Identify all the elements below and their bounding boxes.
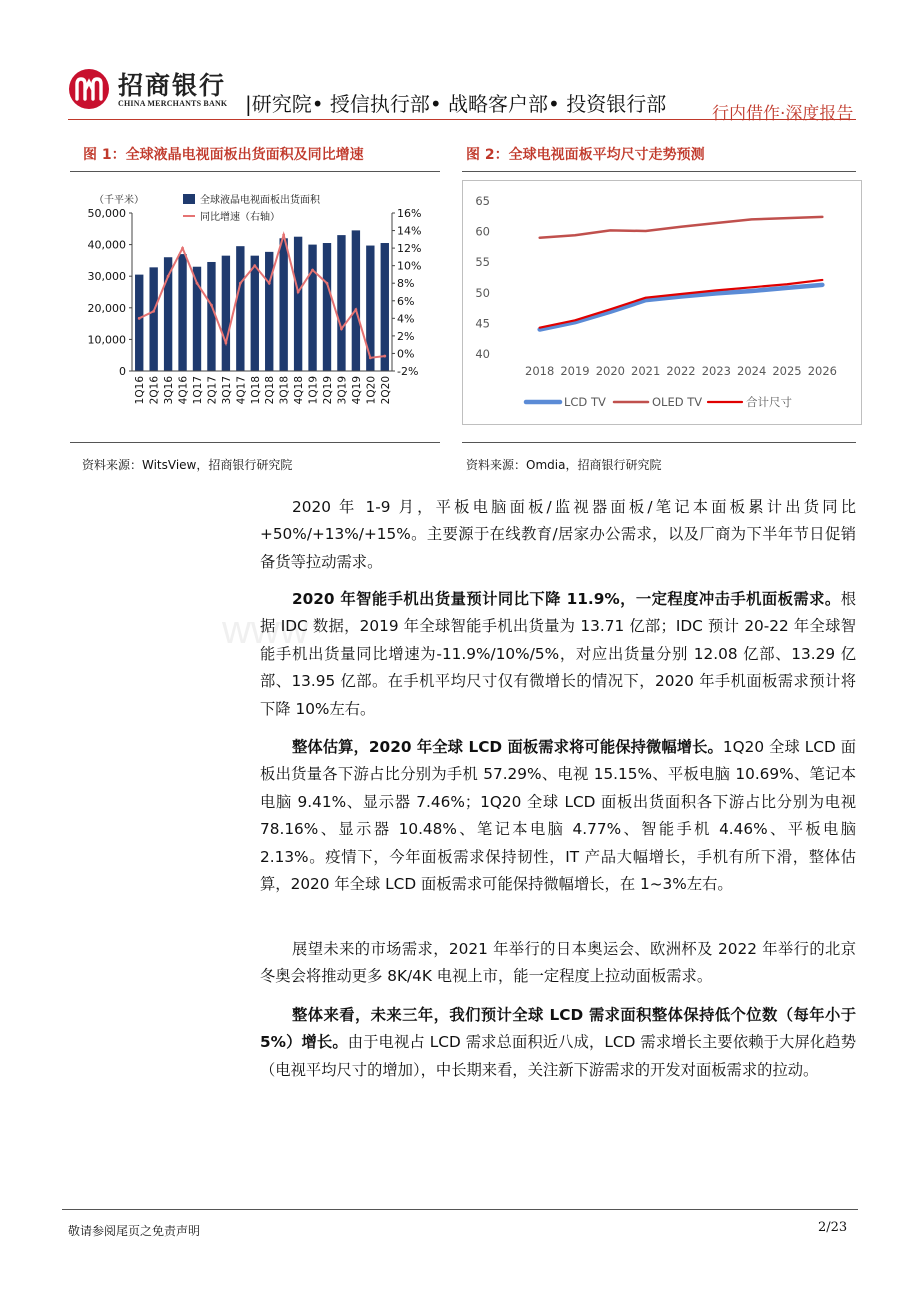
chart1-x-tick-label: 4Q16	[177, 376, 190, 405]
chart1-growth-point	[253, 264, 256, 267]
chart1-bar	[279, 238, 287, 371]
chart1-growth-point	[354, 308, 357, 311]
chart2-legend-label: OLED TV	[652, 395, 703, 409]
chart2-x-tick-label: 2019	[560, 364, 590, 378]
chart1-bar	[265, 252, 273, 371]
chart2-x-tick-label: 2021	[631, 364, 661, 378]
chart1-left-tick-label: 10,000	[87, 333, 126, 347]
footer-divider	[62, 1209, 858, 1210]
chart2-y-tick-label: 60	[475, 224, 490, 239]
chart2-x-tick-label: 2022	[666, 364, 696, 378]
chart1-growth-point	[297, 291, 300, 294]
chart1-growth-point	[181, 247, 184, 250]
paragraph	[260, 494, 856, 576]
chart2-legend-label: 合计尺寸	[746, 395, 792, 409]
chart1-x-tick-label: 2Q18	[264, 376, 277, 405]
chart1-bar	[381, 243, 389, 371]
chart1-bar	[352, 230, 360, 371]
chart2-legend-label: LCD TV	[564, 395, 606, 409]
chart2-y-tick-label: 45	[475, 316, 490, 331]
bank-name-cn: 招商银行	[118, 71, 227, 100]
chart1-x-tick-label: 1Q19	[307, 376, 320, 405]
chart1-growth-line	[139, 235, 385, 358]
chart1-bar	[135, 275, 143, 371]
chart1-x-tick-label: 1Q17	[192, 376, 204, 405]
chart1-bar	[308, 245, 316, 371]
chart1-growth-point	[239, 282, 242, 285]
paragraph-lead: 整体来看，未来三年，我们预计全球 LCD 需求面积整体保持低个位数（每年小于 5%）增长。	[260, 1006, 856, 1052]
chart1-growth-point	[210, 304, 213, 307]
figure1-source: 资料来源：WitsView，招商银行研究院	[82, 458, 293, 472]
chart1-growth-point	[282, 234, 285, 237]
chart1-growth-point	[196, 282, 199, 285]
chart1-right-tick-label: -2%	[397, 365, 419, 378]
chart1-bar	[207, 262, 215, 371]
chart1-right-tick-label: 12%	[397, 242, 422, 256]
paragraph	[260, 734, 856, 898]
figure2-top-rule	[462, 171, 856, 172]
chart2-x-tick-label: 2025	[772, 364, 802, 378]
chart1-left-tick-label: 50,000	[87, 207, 126, 220]
chart1-legend-line-label: 同比增速（右轴）	[200, 212, 280, 223]
chart1-bar	[149, 267, 157, 371]
chart1-x-tick-label: 1Q16	[134, 376, 147, 405]
paragraph-text: 展望未来的市场需求，2021 年举行的日本奥运会、欧洲杯及 2022 年举行的北京冬奥会将推动更多 8K/4K 电视上市，能一定程度上拉动面板需求。	[260, 940, 856, 986]
chart1-growth-point	[152, 310, 155, 313]
figure1-bottom-rule	[70, 442, 440, 443]
chart1-growth-point	[311, 269, 314, 272]
chart1-right-tick-label: 10%	[397, 259, 422, 273]
chart1-x-tick-label: 4Q19	[350, 376, 363, 405]
chart1-right-tick-label: 0%	[397, 347, 415, 361]
chart1-x-tick-label: 4Q17	[235, 376, 248, 405]
paragraph	[260, 586, 856, 723]
chart2-y-tick-label: 50	[475, 285, 490, 300]
figure2-title: 图 2：全球电视面板平均尺寸走势预测	[466, 147, 705, 163]
chart1-right-tick-label: 6%	[397, 294, 415, 308]
chart1-growth-point	[340, 327, 343, 330]
paragraph-text: 根据 IDC 数据，2019 年全球智能手机出货量为 13.71 亿部；IDC 预计 20-22 年全球智能手机出货量同比增速为-11.9%/10%/5%，对应出货量分别 12.08 亿部、13.29 亿部、13.95 亿部。在手机平均尺寸仅有微增长的情况下，2020 年手机面板需求预计将下降 10%左右。	[260, 590, 856, 718]
chart1-unit-label: （千平米）	[94, 195, 144, 206]
chart1-bar	[366, 246, 374, 371]
department-list: |研究院• 授信执行部• 战略客户部• 投资银行部	[245, 92, 667, 116]
chart2-y-tick-label: 65	[475, 194, 490, 208]
figure2-bottom-rule	[462, 442, 856, 443]
chart2-x-tick-label: 2018	[525, 364, 555, 378]
chart1-legend-bar-label: 全球液晶电视面板出货面积	[200, 195, 320, 206]
chart-shipment-area	[70, 176, 440, 438]
chart1-left-tick-label: 30,000	[87, 270, 126, 284]
chart1-bar	[337, 235, 345, 371]
chart1-growth-point	[383, 355, 386, 358]
chart1-x-tick-label: 1Q20	[365, 376, 378, 405]
bank-name-en: CHINA MERCHANTS BANK	[118, 99, 228, 108]
chart1-x-tick-label: 1Q18	[249, 376, 262, 405]
chart1-bar	[222, 256, 230, 371]
watermark: www	[222, 608, 309, 652]
chart2-y-tick-label: 55	[475, 255, 490, 270]
report-type: 行内借作·深度报告	[712, 104, 854, 124]
paragraph-text: 2020 年 1-9 月，平板电脑面板/监视器面板/笔记本面板累计出货同比+50%/+13%/+15%。主要源于在线教育/居家办公需求，以及厂商为下半年节日促销备货等拉动需求。	[260, 498, 856, 571]
paragraph	[260, 936, 856, 991]
paragraph-lead: 2020 年智能手机出货量预计同比下降 11.9%，一定程度冲击手机面板需求。	[292, 590, 841, 608]
chart1-left-tick-label: 40,000	[87, 238, 126, 252]
chart1-right-tick-label: 14%	[397, 224, 422, 238]
disclaimer-note: 敬请参阅尾页之免责声明	[68, 1224, 201, 1238]
page-number: 2/23	[818, 1220, 848, 1235]
chart1-x-tick-label: 3Q16	[163, 376, 176, 405]
chart1-right-tick-label: 16%	[397, 207, 422, 220]
chart2-y-tick-label: 40	[475, 347, 490, 361]
chart1-x-tick-label: 4Q18	[293, 376, 306, 405]
chart1-x-tick-label: 3Q18	[278, 376, 291, 405]
chart1-legend-bar-swatch	[183, 194, 195, 204]
chart1-right-tick-label: 2%	[397, 329, 415, 343]
chart1-growth-point	[167, 275, 170, 278]
chart1-x-tick-label: 2Q20	[379, 376, 392, 405]
chart1-bar	[178, 254, 186, 371]
figure2-source: 资料来源：Omdia，招商银行研究院	[466, 458, 662, 472]
chart1-bar	[236, 246, 244, 371]
chart1-bar	[323, 243, 331, 371]
chart1-growth-point	[138, 317, 141, 320]
chart2-x-tick-label: 2020	[595, 364, 625, 378]
chart2-x-tick-label: 2026	[807, 364, 837, 378]
paragraph-text: 1Q20 全球 LCD 面板出货量各下游占比分别为手机 57.29%、电视 15.15%、平板电脑 10.69%、笔记本电脑 9.41%、显示器 7.46%；1Q20 全球 LCD 面板出货面积各下游占比分别为电视 78.16%、显示器 10.48%、笔记本电脑 4.77%、智能手机 4.46%、平板电脑 2.13%。疫情下，今年面板需求保持韧性，IT 产品大幅增长，手机有所下滑，整体估算，2020 年全球 LCD 面板需求可能保持微幅增长，在 1~3%左右。	[260, 738, 856, 894]
chart1-bar	[294, 237, 302, 371]
chart1-right-tick-label: 4%	[397, 312, 415, 326]
chart1-growth-point	[268, 282, 271, 285]
header-divider	[68, 119, 856, 120]
chart1-x-tick-label: 2Q16	[148, 376, 161, 405]
chart1-x-tick-label: 3Q19	[336, 376, 349, 405]
figure1-top-rule	[70, 171, 440, 172]
chart1-growth-point	[326, 282, 329, 285]
chart1-bar	[251, 256, 259, 371]
figure1-title: 图 1：全球液晶电视面板出货面积及同比增速	[83, 147, 364, 163]
paragraph-lead: 整体估算，2020 年全球 LCD 面板需求将可能保持微幅增长。	[292, 738, 723, 756]
chart1-growth-point	[369, 356, 372, 359]
paragraph	[260, 1002, 856, 1084]
bank-logo-icon	[68, 68, 110, 110]
chart1-left-tick-label: 0	[119, 365, 126, 378]
chart2-x-tick-label: 2023	[701, 364, 731, 378]
paragraph-text: 由于电视占 LCD 需求总面积近八成，LCD 需求增长主要依赖于大屏化趋势（电视平均尺寸的增加），中长期来看，关注新下游需求的开发对面板需求的拉动。	[260, 1033, 856, 1079]
chart-tv-panel-size	[462, 180, 862, 426]
chart1-x-tick-label: 2Q19	[322, 376, 334, 405]
chart1-growth-point	[224, 342, 227, 345]
chart2-x-tick-label: 2024	[737, 364, 767, 378]
chart1-right-tick-label: 8%	[397, 277, 415, 291]
chart1-x-tick-label: 2Q17	[206, 376, 219, 405]
chart1-left-tick-label: 20,000	[87, 301, 126, 315]
chart1-x-tick-label: 3Q17	[220, 376, 233, 405]
